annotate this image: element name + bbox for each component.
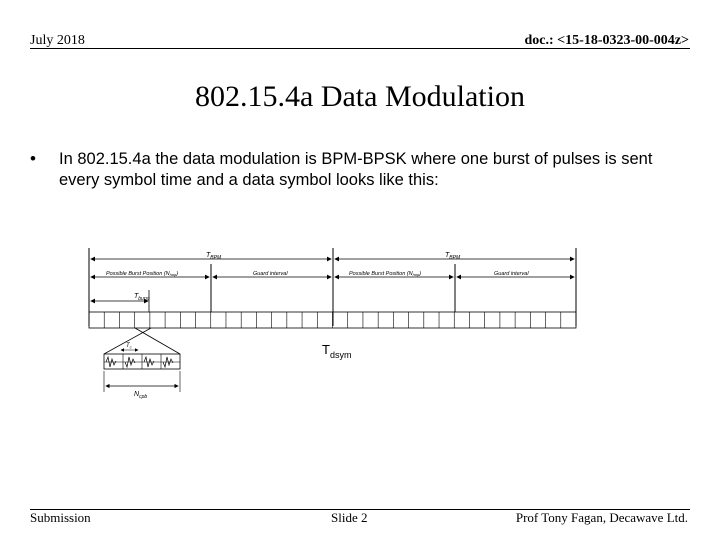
footer-author: Prof Tony Fagan, Decawave Ltd.: [515, 510, 688, 525]
header-doc-id: doc.: <15-18-0323-00-004z>: [524, 33, 689, 48]
footer-slide-number: Slide 2: [331, 510, 368, 525]
svg-text:Possible Burst Position (Nhop): Possible Burst Position (Nhop): [349, 271, 422, 277]
svg-text:Tburst: $T_{burst}$: [134, 293, 150, 302]
svg-text:Tc: $T_c$: [126, 343, 132, 350]
guard-label-1: Guard interval: [253, 271, 288, 277]
burst-zoom-waveform: [104, 343, 180, 400]
slide-title: 802.15.4a Data Modulation: [195, 80, 525, 113]
guard-label-2: Guard interval: [494, 271, 529, 277]
t-bpm-sub-1: BPM: [210, 255, 222, 261]
n-cpb-label: N: [134, 391, 140, 398]
svg-text:Ncpb: $N_{cpb}$: [134, 391, 148, 400]
t-burst-label: T: [134, 293, 139, 300]
bullet-marker: •: [30, 149, 36, 168]
svg-text:Possible Burst Position (Nhop): Possible Burst Position (Nhop): [106, 271, 179, 277]
bpm-bpsk-symbol-diagram: [88, 246, 648, 406]
t-bpm-sub-2: BPM: [449, 255, 461, 261]
t-bpm-label-2: T: [445, 252, 450, 259]
svg-text:TBPM: [206, 252, 222, 261]
t-dsym-label: T: [322, 342, 330, 357]
header-date: July 2018: [30, 33, 85, 48]
header-divider: [30, 48, 690, 49]
svg-text:Tdsym: $T_{dsym}$: [322, 342, 352, 360]
chip-grid: [89, 312, 576, 328]
t-bpm-label-1: T: [206, 252, 211, 259]
bullet-text: In 802.15.4a the data modulation is BPM-BPSK where one burst of pulses is sent every symbol time and a data symbol looks like this:: [59, 150, 653, 189]
svg-text:TBPM: [445, 252, 461, 261]
footer-submission: Submission: [30, 510, 91, 525]
t-c-label: T: [126, 343, 130, 349]
